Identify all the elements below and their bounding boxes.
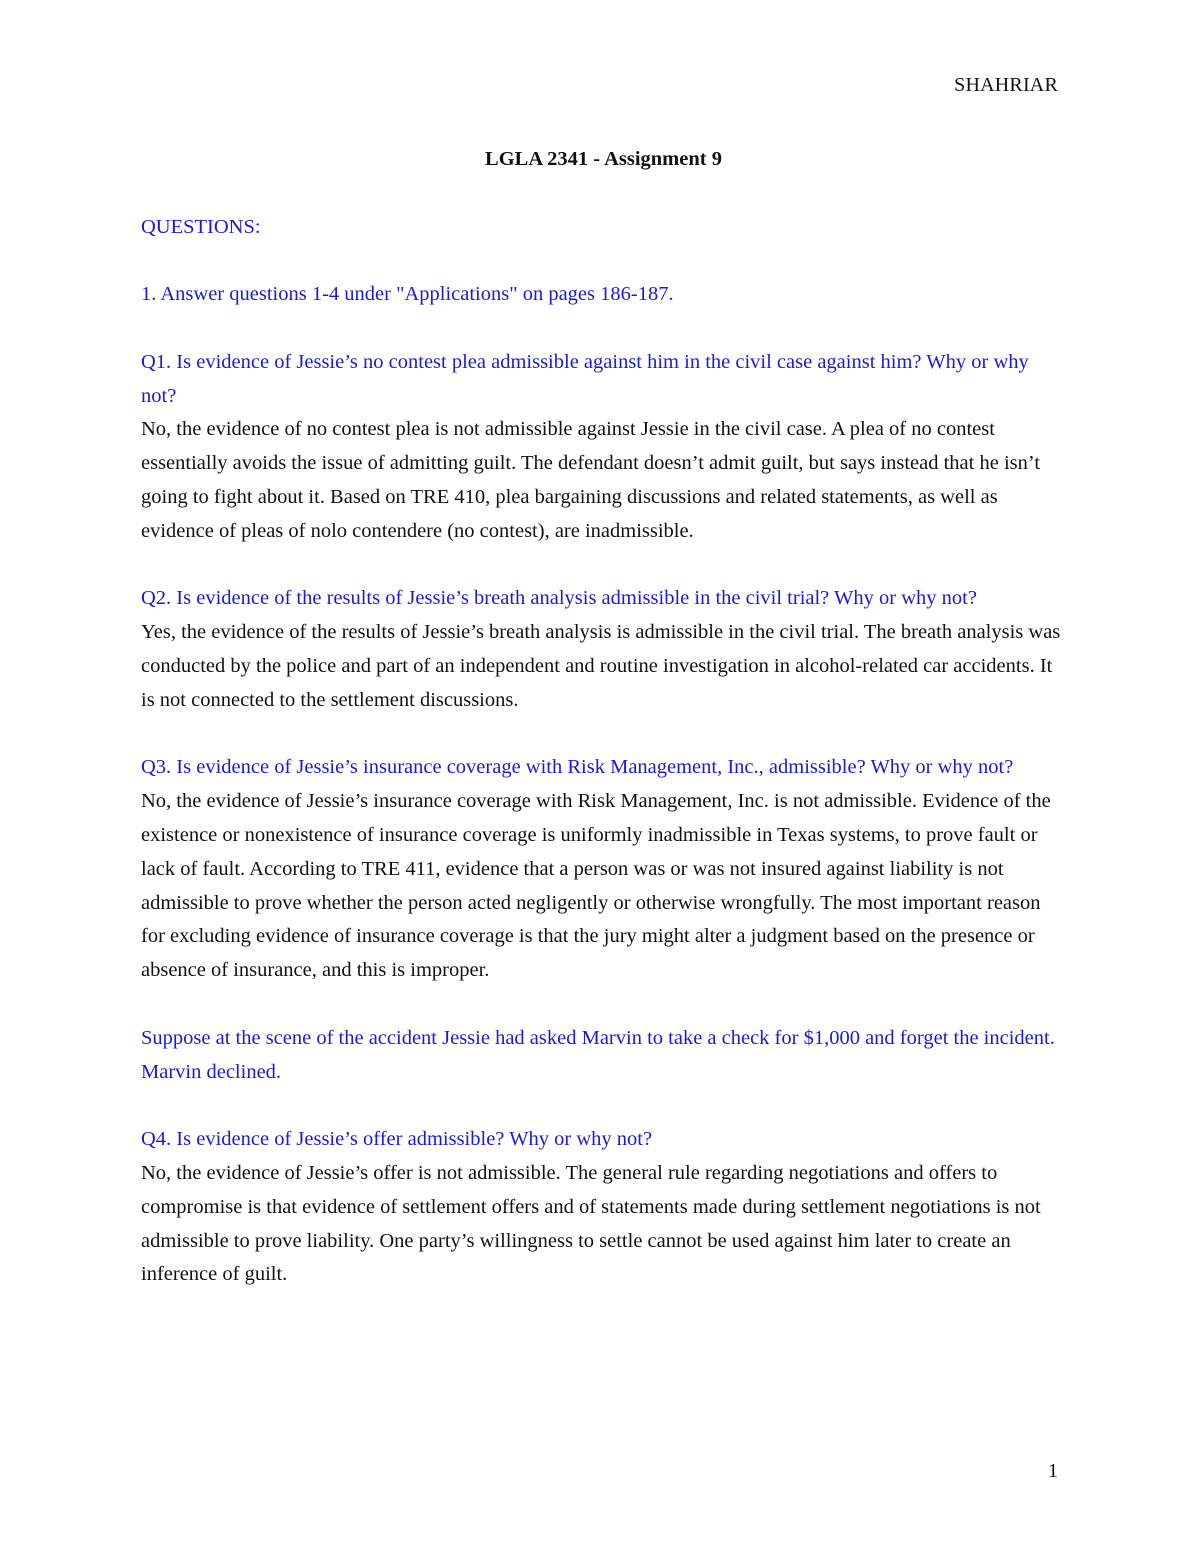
- document-title: LGLA 2341 - Assignment 9: [485, 148, 722, 170]
- questions-heading: QUESTIONS:: [141, 215, 261, 238]
- author-header: SHAHRIAR: [954, 74, 1058, 96]
- spacer: [141, 244, 1066, 278]
- spacer: [141, 177, 1066, 211]
- spacer: [141, 988, 1066, 1022]
- question-1: Q1. Is evidence of Jessie’s no contest plea admissible against him in the civil case against him? Why or why not?: [141, 350, 1029, 407]
- document-body: [141, 143, 1066, 1292]
- page-number: 1: [1048, 1460, 1058, 1482]
- answer-2: Yes, the evidence of the results of Jessie’s breath analysis is admissible in the civil trial. The breath analysis was conducted by the police and part of an independent and routine investigation in alcohol-related car accidents. It is not connected to the settlement discussions.: [141, 621, 1061, 711]
- answer-3: No, the evidence of Jessie’s insurance coverage with Risk Management, Inc. is not admissible. Evidence of the existence or nonexistence of insurance coverage is uniformly inadmissible in Texas systems, to prove fault or lack of fault. According to TRE 411, evidence that a person was or was not insured against liability is not admissible to prove whether the person acted negligently or otherwise wrongfully. The most important reason for excluding evidence of insurance coverage is that the jury might alter a judgment based on the presence or absence of insurance, and this is improper.: [141, 790, 1051, 982]
- instruction-text: 1. Answer questions 1-4 under "Applications" on pages 186-187.: [141, 283, 674, 306]
- question-2: Q2. Is evidence of the results of Jessie’s breath analysis admissible in the civil trial? Why or why not?: [141, 587, 977, 610]
- question-4: Q4. Is evidence of Jessie’s offer admissible? Why or why not?: [141, 1128, 653, 1151]
- spacer: [141, 549, 1066, 583]
- spacer: [141, 718, 1066, 752]
- scenario-text: Suppose at the scene of the accident Jessie had asked Marvin to take a check for $1,000 and forget the incident. Marvin declined.: [141, 1026, 1055, 1083]
- spacer: [141, 312, 1066, 346]
- question-3: Q3. Is evidence of Jessie’s insurance coverage with Risk Management, Inc., admissible? Why or why not?: [141, 756, 1014, 779]
- spacer: [141, 1089, 1066, 1123]
- answer-4: No, the evidence of Jessie’s offer is not admissible. The general rule regarding negotiations and offers to compromise is that evidence of settlement offers and of statements made during settlement negotiations is not admissible to prove liability. One party’s willingness to settle cannot be used against him later to create an inference of guilt.: [141, 1161, 1041, 1286]
- answer-1: No, the evidence of no contest plea is not admissible against Jessie in the civil case. A plea of no contest essentially avoids the issue of admitting guilt. The defendant doesn’t admit guilt, but says instead that he isn’t going to fight about it. Based on TRE 410, plea bargaining discussions and related statements, as well as evidence of pleas of nolo contendere (no contest), are inadmissible.: [141, 418, 1041, 542]
